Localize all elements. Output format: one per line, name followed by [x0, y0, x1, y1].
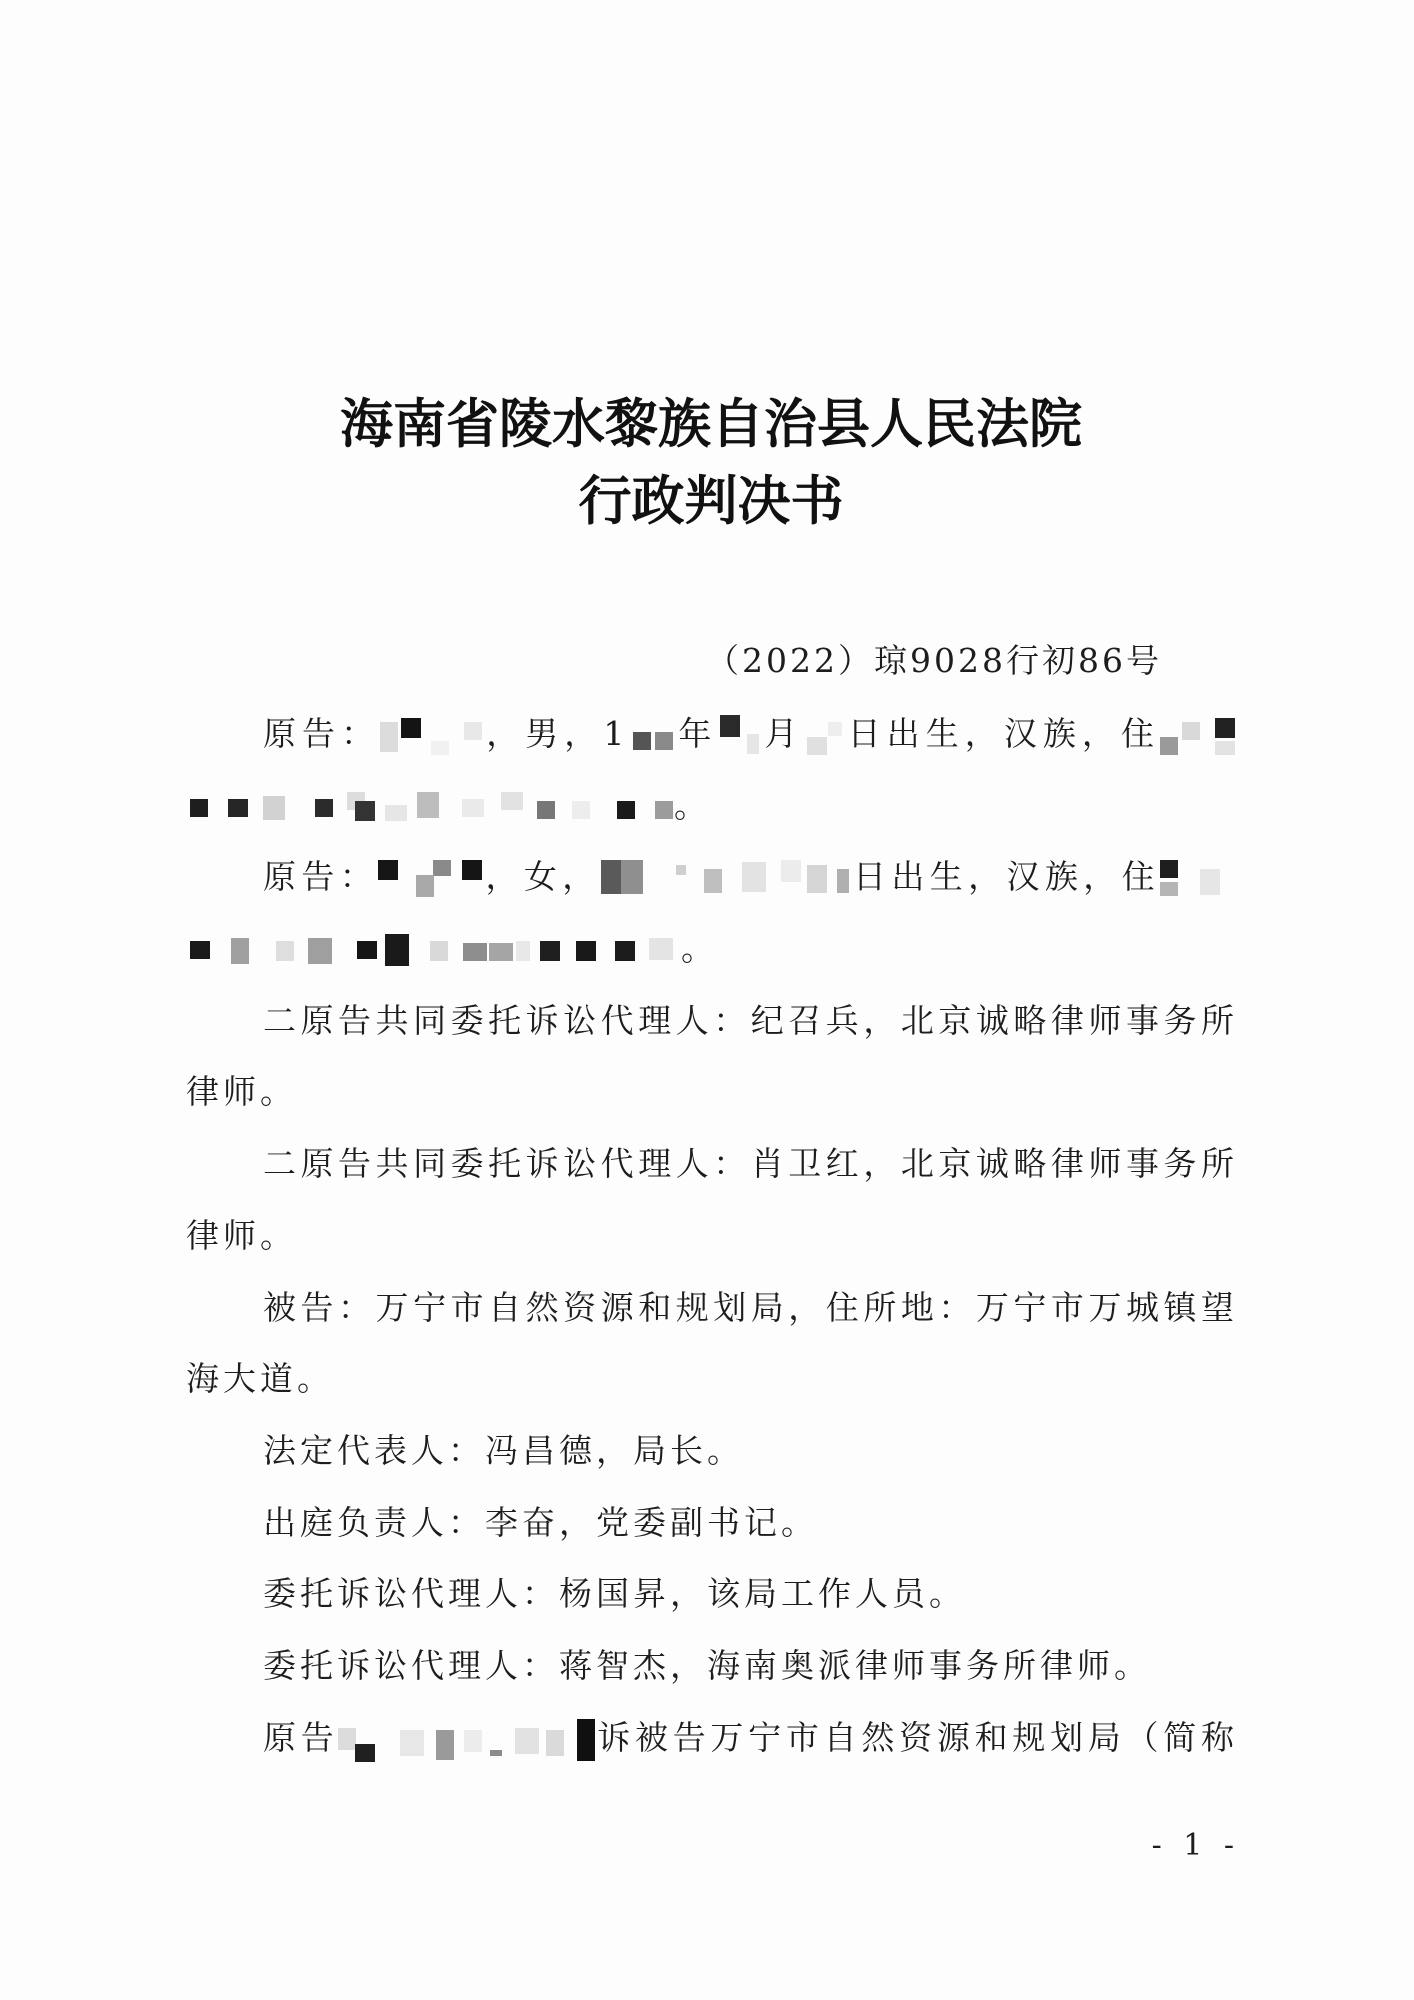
case-intro-line-1 — [186, 1702, 1237, 1774]
document-type: 行政判决书 — [578, 470, 844, 532]
case-intro-label: 原告 — [263, 1717, 339, 1757]
agent-1-line-2: 律师。 — [186, 1072, 297, 1112]
defendant-line-2: 海大道。 — [186, 1359, 334, 1399]
plaintiff-1-birth-tail: 日出生，汉族，住 — [844, 714, 1161, 753]
redaction-mosaic — [186, 786, 674, 830]
plaintiff-2-label: 原告： — [263, 857, 379, 897]
case-number: （2022）琼9028行初86号 — [706, 641, 1162, 680]
plaintiff-2-line-1 — [186, 841, 1237, 913]
redaction-mosaic — [804, 714, 845, 758]
document-body — [186, 698, 1237, 1773]
agent-2-line-1: 二原告共同委托诉讼代理人：肖卫红，北京诚略律师事务所 — [263, 1144, 1237, 1184]
plaintiff-2-end: 。 — [681, 929, 718, 969]
responsible-person: 出庭负责人：李奋，党委副书记。 — [263, 1502, 818, 1542]
plaintiff-1-line-1 — [186, 698, 1237, 770]
redaction-mosaic — [627, 714, 675, 758]
plaintiff-2-birth-tail: 日出生，汉族，住 — [850, 857, 1160, 897]
redaction-mosaic — [717, 714, 761, 758]
redaction-mosaic — [601, 857, 851, 901]
plaintiff-1-end: 。 — [674, 785, 711, 825]
redaction-mosaic — [378, 857, 483, 901]
legal-representative: 法定代表人：冯昌德，局长。 — [263, 1430, 744, 1470]
agent-3: 委托诉讼代理人：杨国昇，该局工作人员。 — [263, 1574, 966, 1614]
plaintiff-1-birth-year-start: 1 — [603, 714, 628, 753]
redaction-mosaic — [380, 714, 483, 758]
agent-4: 委托诉讼代理人：蒋智杰，海南奥派律师事务所律师。 — [263, 1645, 1151, 1685]
plaintiff-1-month-unit: 月 — [761, 714, 804, 753]
redaction-mosaic — [1160, 857, 1237, 901]
defendant-line-1: 被告：万宁市自然资源和规划局，住所地：万宁市万城镇望 — [263, 1287, 1237, 1327]
agent-1-line-1: 二原告共同委托诉讼代理人：纪召兵，北京诚略律师事务所 — [263, 1000, 1237, 1040]
plaintiff-1-gender: ，男， — [483, 714, 604, 753]
plaintiff-2-gender: ，女， — [483, 857, 601, 897]
agent-2-line-2: 律师。 — [186, 1215, 297, 1255]
redaction-mosaic — [338, 1718, 595, 1762]
redaction-mosaic — [186, 929, 681, 973]
redaction-mosaic — [1160, 714, 1237, 758]
plaintiff-1-year-unit: 年 — [675, 714, 718, 753]
case-intro-text: 诉被告万宁市自然资源和规划局（简称 — [595, 1717, 1237, 1757]
plaintiff-2-line-2 — [186, 913, 1237, 985]
court-name: 海南省陵水黎族自治县人民法院 — [340, 393, 1082, 455]
plaintiff-1-line-2 — [186, 770, 1237, 842]
plaintiff-1-label: 原告： — [263, 714, 381, 753]
page-number: - 1 - — [1151, 1828, 1240, 1863]
